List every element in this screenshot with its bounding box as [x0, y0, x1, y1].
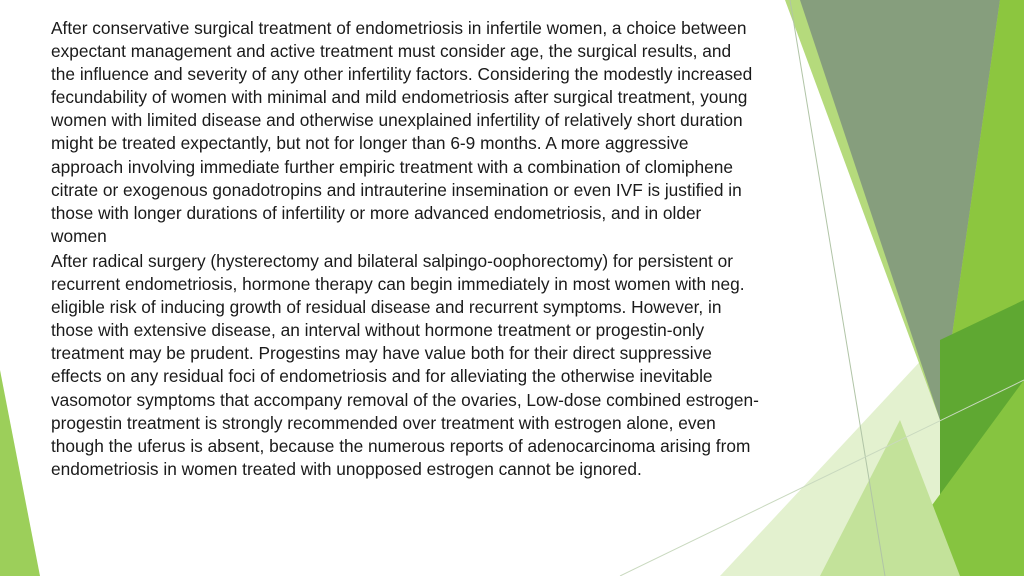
slide-body: [51, 17, 759, 483]
paragraph-conservative-surgery: After conservative surgical treatment of endometriosis in infertile women, a choice between expectant management and active treatment must consider age, the surgical results, and the influence and severity of any other infertility factors. Considering the modestly increased fecundability of women with minimal and mild endometriosis after surgical treatment, young women with limited disease and otherwise unexplained infertility of relatively short duration might be treated expectantly, but not for longer than 6-9 months. A more aggressive approach involving immediate further empiric treatment with a combination of clomiphene citrate or exogenous gonadotropins and intrauterine insemination or even IVF is justified in those with longer durations of infertility or more advanced endometriosis, and in older women: [51, 18, 753, 246]
left-corner-facet: [0, 370, 40, 576]
paragraph-radical-surgery: After radical surgery (hysterectomy and bilateral salpingo-oophorectomy) for persistent or recurrent endometriosis, hormone therapy can begin immediately in most women with neg. eligible risk of inducing growth of residual disease and recurrent symptoms. However, in those with extensive disease, an interval without hormone treatment or progestin-only treatment may be prudent. Progestins may have value both for their direct suppressive effects on any residual foci of endometriosis and for alleviating the otherwise inevitable vasomotor symptoms that accompany removal of the ovaries, Low-dose combined estrogen-progestin treatment is strongly recommended over treatment with estrogen alone, even though the uferus is absent, because the numerous reports of adenocarcinoma arising from endometriosis in women treated with unopposed estrogen cannot be ignored.: [51, 250, 759, 479]
